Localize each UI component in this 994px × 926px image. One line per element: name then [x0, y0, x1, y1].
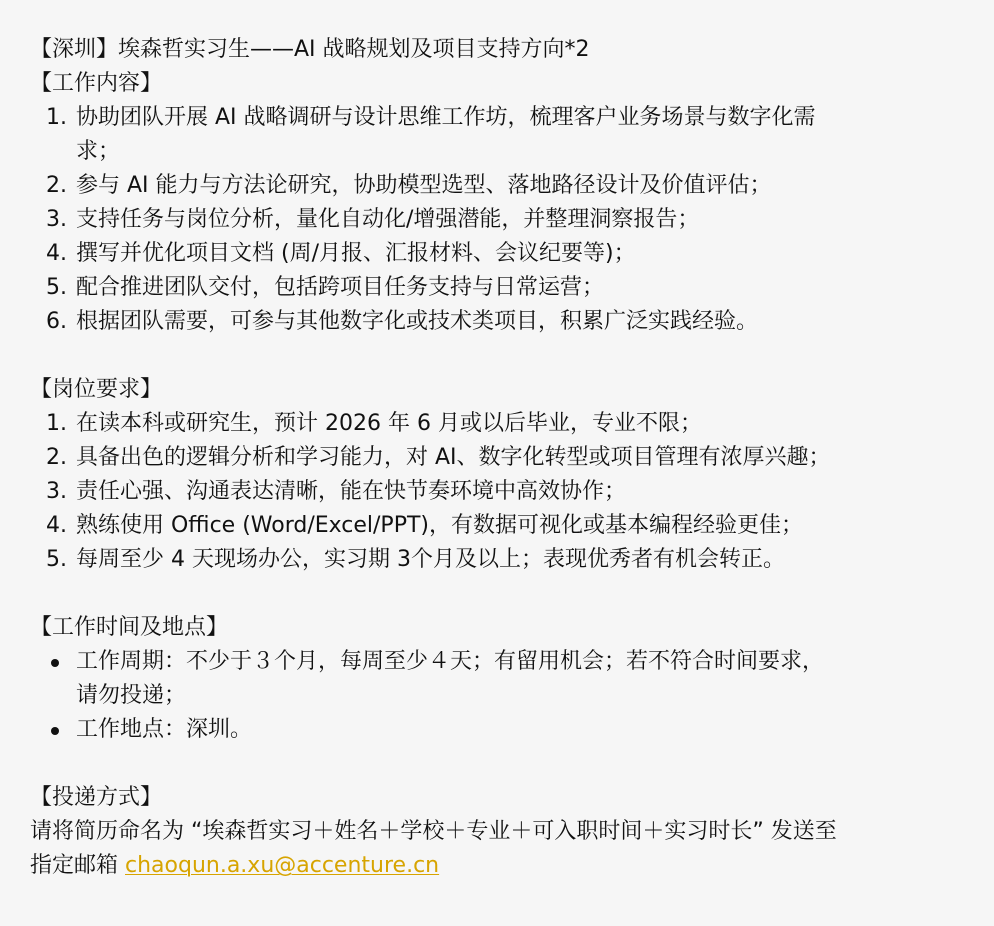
- list-number: 2.: [46, 445, 67, 470]
- list-item: [30, 407, 994, 441]
- list-item-text: 具备出色的逻辑分析和学习能力，对 AI、数字化转型或项目管理有浓厚兴趣；: [76, 445, 831, 470]
- list-item-text: 在读本科或研究生，预计 2026 年 6 月或以后毕业，专业不限；: [76, 411, 702, 436]
- list-item: [30, 305, 994, 339]
- list-number: 5.: [46, 547, 67, 572]
- list-number: 1.: [46, 105, 67, 130]
- list-item-text: 配合推进团队交付，包括跨项目任务支持与日常运营；: [76, 275, 605, 300]
- list-item-text: 每周至少 4 天现场办公，实习期 3个月及以上；表现优秀者有机会转正。: [76, 547, 785, 572]
- list-item: [30, 203, 994, 237]
- list-number: 3.: [46, 207, 67, 232]
- list-item: [30, 713, 994, 747]
- time-location-heading: 【工作时间及地点】: [30, 615, 229, 640]
- list-item-text: 协助团队开展 AI 战略调研与设计思维工作坊，梳理客户业务场景与数字化需: [76, 105, 816, 130]
- application-instructions: 请将简历命名为 “埃森哲实习＋姓名＋学校＋专业＋可入职时间＋实习时长” 发送至: [30, 819, 837, 844]
- time-location-list: [30, 645, 994, 747]
- list-item: [30, 509, 994, 543]
- email-link[interactable]: chaoqun.a.xu@accenture.cn: [125, 853, 440, 878]
- work-content-heading: 【工作内容】: [30, 71, 163, 96]
- requirements-heading: 【岗位要求】: [30, 377, 163, 402]
- email-prefix-text: 指定邮箱: [30, 853, 125, 878]
- list-item: [30, 101, 994, 169]
- list-number: 1.: [46, 411, 67, 436]
- list-item-text-continued: 请勿投递；: [76, 683, 187, 708]
- list-number: 4.: [46, 241, 67, 266]
- section-spacer: [30, 747, 994, 781]
- list-number: 5.: [46, 275, 67, 300]
- application-email-line: [30, 849, 994, 883]
- list-item: [30, 475, 994, 509]
- list-item: [30, 441, 994, 475]
- list-number: 6.: [46, 309, 67, 334]
- bullet-icon: [51, 727, 59, 735]
- list-item: [30, 169, 994, 203]
- list-number: 3.: [46, 479, 67, 504]
- list-item-text: 责任心强、沟通表达清晰，能在快节奏环境中高效协作；: [76, 479, 627, 504]
- section-spacer: [30, 577, 994, 611]
- list-item-text: 参与 AI 能力与方法论研究，协助模型选型、落地路径设计及价值评估；: [76, 173, 772, 198]
- list-item-text: 根据团队需要，可参与其他数字化或技术类项目，积累广泛实践经验。: [76, 309, 759, 334]
- list-item-text: 支持任务与岗位分析，量化自动化/增强潜能，并整理洞察报告；: [76, 207, 700, 232]
- requirements-list: [30, 407, 994, 577]
- list-item-text: 撰写并优化项目文档 (周/月报、汇报材料、会议纪要等)；: [76, 241, 636, 266]
- list-item: [30, 271, 994, 305]
- work-content-list: [30, 101, 994, 339]
- list-number: 4.: [46, 513, 67, 538]
- list-item: [30, 645, 994, 713]
- list-item-text: 工作周期：不少于３个月，每周至少４天；有留用机会；若不符合时间要求，: [76, 649, 825, 674]
- application-heading: 【投递方式】: [30, 785, 163, 810]
- list-item: [30, 543, 994, 577]
- section-spacer: [30, 339, 994, 373]
- list-item-text-continued: 求；: [76, 139, 121, 164]
- list-item: [30, 237, 994, 271]
- bullet-icon: [51, 659, 59, 667]
- posting-title: 【深圳】埃森哲实习生——AI 战略规划及项目支持方向*2: [30, 37, 590, 62]
- list-number: 2.: [46, 173, 67, 198]
- list-item-text: 熟练使用 Office (Word/Excel/PPT)，有数据可视化或基本编程经验更佳；: [76, 513, 803, 538]
- list-item-text: 工作地点：深圳。: [76, 717, 253, 742]
